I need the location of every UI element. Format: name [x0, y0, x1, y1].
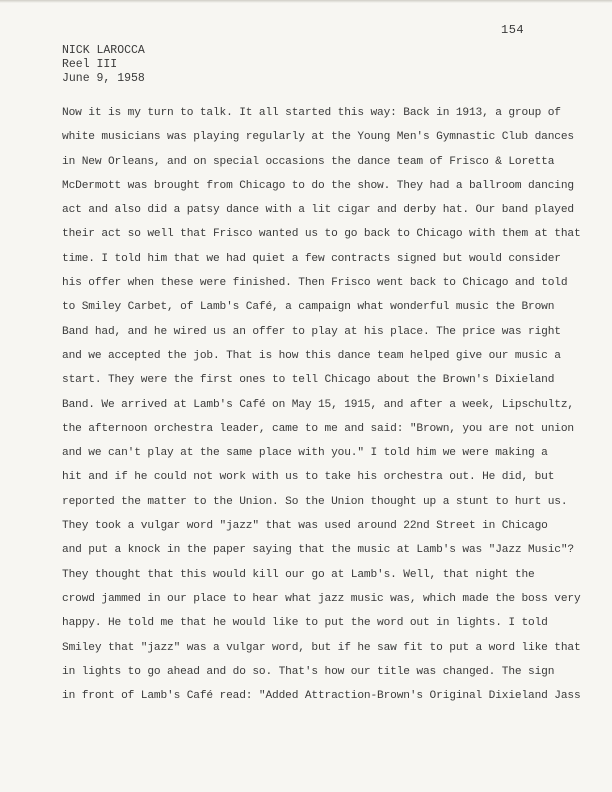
transcript-body: [62, 101, 581, 708]
interviewee-name: NICK LAROCCA: [62, 44, 145, 57]
transcript-line: in front of Lamb's Café read: "Added Attraction-Brown's Original Dixieland Jass: [62, 690, 581, 703]
interview-date: June 9, 1958: [62, 72, 145, 85]
document-header: [62, 44, 145, 86]
transcript-line: white musicians was playing regularly at the Young Men's Gymnastic Club dances: [62, 131, 574, 144]
transcript-line: They took a vulgar word "jazz" that was used around 22nd Street in Chicago: [62, 520, 548, 533]
reel-number: Reel III: [62, 58, 118, 71]
transcript-line: time. I told him that we had quiet a few contracts signed but would consider: [62, 252, 561, 265]
transcript-line: They thought that this would kill our go at Lamb's. Well, that night the: [62, 568, 535, 581]
transcript-line: act and also did a patsy dance with a lit cigar and derby hat. Our band played: [62, 204, 574, 217]
transcript-line: crowd jammed in our place to hear what jazz music was, which made the boss very: [62, 592, 581, 605]
transcript-line: to Smiley Carbet, of Lamb's Café, a campaign what wonderful music the Brown: [62, 301, 555, 314]
transcript-line: in lights to go ahead and do so. That's how our title was changed. The sign: [62, 665, 555, 678]
transcript-line: Band. We arrived at Lamb's Café on May 15, 1915, and after a week, Lipschultz,: [62, 398, 574, 411]
transcript-line: his offer when these were finished. Then Frisco went back to Chicago and told: [62, 277, 568, 290]
transcript-line: and we can't play at the same place with you." I told him we were making a: [62, 447, 548, 460]
transcript-line: start. They were the first ones to tell Chicago about the Brown's Dixieland: [62, 374, 555, 387]
transcript-line: Now it is my turn to talk. It all started this way: Back in 1913, a group of: [62, 107, 561, 119]
transcript-line: Smiley that "jazz" was a vulgar word, but if he saw fit to put a word like that: [62, 641, 581, 654]
transcript-line: the afternoon orchestra leader, came to me and said: "Brown, you are not union: [62, 422, 574, 435]
transcript-line: hit and if he could not work with us to take his orchestra out. He did, but: [62, 471, 555, 484]
page-number: 154: [501, 23, 525, 37]
transcript-line: in New Orleans, and on special occasions the dance team of Frisco & Loretta: [62, 155, 555, 168]
transcript-line: Band had, and he wired us an offer to play at his place. The price was right: [62, 325, 561, 338]
transcript-line: reported the matter to the Union. So the Union thought up a stunt to hurt us.: [62, 495, 568, 508]
transcript-line: their act so well that Frisco wanted us to go back to Chicago with them at that: [62, 228, 581, 241]
transcript-line: happy. He told me that he would like to put the word out in lights. I told: [62, 617, 548, 630]
transcript-line: and we accepted the job. That is how this dance team helped give our music a: [62, 349, 561, 362]
transcript-line: McDermott was brought from Chicago to do the show. They had a ballroom dancing: [62, 179, 574, 192]
page-top-edge: [0, 0, 612, 3]
transcript-line: and put a knock in the paper saying that the music at Lamb's was "Jazz Music"?: [62, 544, 574, 557]
